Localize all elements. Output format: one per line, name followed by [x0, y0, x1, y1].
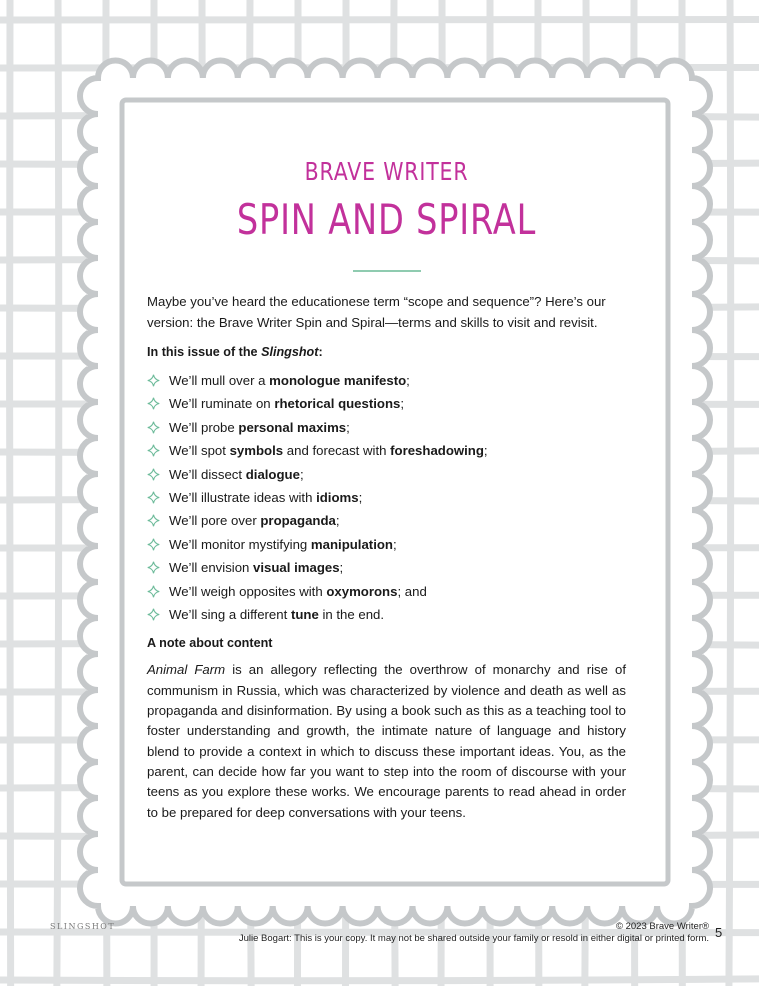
item-term: idioms	[316, 490, 359, 506]
item-term: manipulation	[310, 536, 393, 552]
diamond-star-bullet-icon	[147, 538, 160, 551]
list-item	[147, 603, 626, 626]
item-text: We’ll monitor mystifying	[169, 536, 311, 552]
item-term: tune	[290, 607, 319, 623]
slingshot-logo: SLINGSHOT	[50, 922, 116, 931]
diamond-star-bullet-icon	[147, 585, 160, 598]
list-item	[147, 416, 626, 439]
item-term: personal maxims	[238, 419, 347, 435]
note-book-title: Animal Farm	[147, 662, 226, 678]
diamond-star-bullet-icon	[147, 444, 160, 457]
skills-list	[147, 369, 626, 626]
list-item	[147, 463, 626, 486]
item-end: ;	[346, 419, 350, 435]
issue-heading	[147, 343, 626, 361]
license-line: Julie Bogart: This is your copy. It may not be shared outside your family or resold in either digital or printed form.	[238, 933, 709, 944]
item-end: ;	[339, 560, 344, 576]
item-end: ;	[406, 373, 410, 388]
item-term: dialogue	[245, 466, 300, 482]
item-text: We’ll sing a different	[169, 607, 291, 623]
issue-heading-prefix: In this issue of the	[147, 345, 262, 359]
note-heading: A note about content	[147, 636, 273, 651]
list-item	[147, 439, 626, 462]
diamond-star-bullet-icon	[147, 514, 160, 527]
copyright-line: © 2023 Brave Writer®	[615, 921, 709, 932]
diamond-star-bullet-icon	[147, 397, 160, 410]
item-text: We’ll ruminate on	[169, 396, 275, 412]
issue-heading-suffix: :	[318, 345, 323, 359]
item-text: We’ll pore over	[169, 513, 261, 529]
item-end: ;	[392, 536, 397, 552]
list-item	[147, 369, 626, 392]
item-end: ;	[335, 513, 340, 529]
item-text: We’ll mull over a	[169, 373, 270, 388]
page-title: SPIN AND SPIRAL	[236, 195, 537, 244]
item-mid: and forecast with	[283, 443, 391, 459]
item-text: We’ll illustrate ideas with	[169, 490, 317, 506]
item-text: We’ll weigh opposites with	[169, 583, 327, 599]
item-text: We’ll envision	[169, 560, 254, 576]
diamond-star-bullet-icon	[147, 491, 160, 504]
list-item	[147, 556, 626, 579]
content-area	[147, 150, 626, 823]
item-end: ;	[358, 490, 363, 506]
item-term: rhetorical questions	[274, 396, 401, 412]
page-number: 5	[715, 925, 723, 940]
header-kicker: BRAVE WRITER	[304, 157, 469, 186]
diamond-star-bullet-icon	[147, 561, 160, 574]
item-end: ;	[299, 466, 304, 482]
diamond-star-bullet-icon	[147, 608, 160, 621]
list-item	[147, 486, 626, 509]
intro-paragraph: Maybe you’ve heard the educationese term “scope and sequence”? Here’s our version: the Brave Writer Spin and Spiral—terms and skills to visit and revisit.	[147, 294, 606, 330]
item-term: symbols	[229, 443, 284, 459]
divider-rule	[353, 270, 421, 272]
item-end: ;	[483, 443, 488, 459]
note-body: is an allegory reflecting the overthrow of monarchy and rise of communism in Russia, which was characterized by violence and death as well as propaganda and disinformation. By using a book such as this as a teaching tool to foster understanding and growth, the intimate nature of language and history blend to provide a context in which to discuss these important ideas. You, as the parent, can decide how far you want to step into the room of discourse with your teens as you explore these works. We encourage parents to read ahead in order to be prepared for deep conversations with your teens.	[147, 662, 626, 820]
note-paragraph	[147, 660, 626, 822]
item-term: oxymorons	[326, 583, 398, 599]
item-term: visual images	[253, 560, 340, 576]
item-term: propaganda	[260, 513, 336, 529]
item-text: We’ll probe	[169, 419, 239, 435]
issue-heading-publication: Slingshot	[261, 345, 319, 359]
diamond-star-bullet-icon	[147, 374, 160, 387]
item-text: We’ll dissect	[169, 466, 246, 482]
item-text: We’ll spot	[169, 443, 230, 459]
item-end: ;	[400, 396, 405, 412]
item-end: in the end.	[318, 607, 385, 623]
item-term-2: foreshadowing	[390, 443, 484, 459]
item-end: ; and	[397, 583, 427, 599]
list-item	[147, 580, 626, 603]
list-item	[147, 509, 626, 532]
item-term: monologue manifesto	[269, 373, 407, 388]
diamond-star-bullet-icon	[147, 468, 160, 481]
diamond-star-bullet-icon	[147, 421, 160, 434]
footer-copyright	[239, 921, 709, 945]
list-item	[147, 533, 626, 556]
list-item	[147, 392, 626, 415]
